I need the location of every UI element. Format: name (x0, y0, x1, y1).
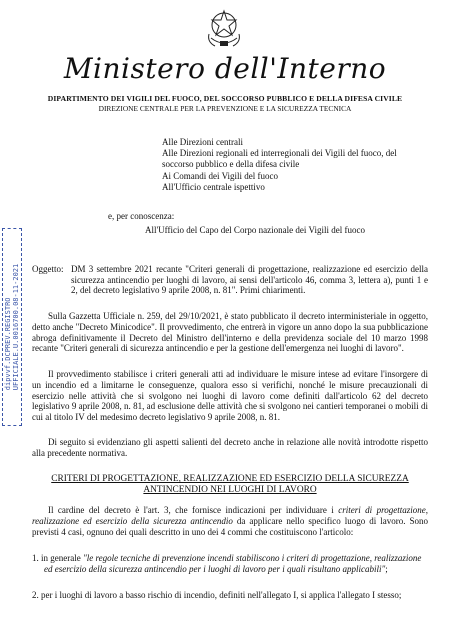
subject-label: Oggetto: (32, 264, 64, 274)
intro-italic-text: criteri di progettazione, realizzazione ed esercizio della sicurezza antincendio (32, 505, 428, 526)
body-paragraph: Sulla Gazzetta Ufficiale n. 259, del 29/10/2021, è stato pubblicato il decreto interministeriale in oggetto, detto anche "Decreto Minicodice". Il provvedimento, che entrerà in vigore un anno dopo la sua pubblicazione abroga definitivamente il Decreto del Ministro dell'interno e della previdenza sociale del 10 marzo 1998 recante "Criteri generali di sicurezza antincendio e per la gestione dell'emergenza nei luoghi di lavoro". (32, 311, 428, 354)
addressee-line: Ai Comandi dei Vigili del fuoco (162, 171, 279, 181)
list-text: per i luoghi di lavoro a basso rischio di incendio, definiti nell'allegato I, si applica l'allegato I stesso; (41, 590, 402, 600)
protocol-stamp-line: dipvvf.DCPREV.REGISTRO (4, 297, 12, 391)
subject-text: DM 3 settembre 2021 recante "Criteri generali di progettazione, realizzazione ed esercizio della sicurezza antincendio per luoghi di lavoro, ai sensi dell'articolo 46, comma 3, lettera a), punti 1 e 2, del decreto legislativo 9 aprile 2008, n. 81". Primi chiarimenti. (71, 264, 428, 296)
list-number: 1. (32, 553, 39, 563)
cc-label: e, per conoscenza: (108, 211, 175, 221)
list-item (32, 590, 428, 601)
department-name: DIPARTIMENTO DEI VIGILI DEL FUOCO, DEL SOCCORSO PUBBLICO E DELLA DIFESA CIVILE (47, 94, 403, 103)
republic-emblem-icon (205, 8, 243, 50)
list-text: ; (385, 563, 388, 574)
list-italic-text: "le regole tecniche di prevenzione incendi stabiliscono i criteri di progettazione, realizzazione ed esercizio della sicurezza antincendio per i luoghi di lavoro per i quali risultano applicabili" (44, 553, 422, 574)
intro-text: Il cardine del decreto è l'art. 3, che fornisce indicazioni per individuare i (48, 505, 339, 515)
protocol-stamp (2, 228, 22, 426)
addressee-line: Alle Direzioni centrali (162, 137, 243, 147)
intro-text: da applicare nello specifico luogo di lavoro. Sono previsti 4 casi, ognuno dei quali descritto in uno dei 4 commi che costituiscono l'articolo: (32, 515, 428, 537)
body-paragraph: Di seguito si evidenziano gli aspetti salienti del decreto anche in relazione alle novità introdotte rispetto alla precedente normativa. (32, 437, 428, 458)
list-item (32, 553, 428, 575)
body-paragraph: Il provvedimento stabilisce i criteri generali atti ad individuare le misure intese ad evitare l'insorgere di un incendio ed a limitarne le conseguenze, qualora esso si verifichi, nonché le misure precauzionali di esercizio nelle attività che si svolgono nei luoghi di lavoro come definiti dall'articolo 62 del decreto legislativo 9 aprile 2008, n. 81, ad esclusione delle attività che si svolgono nei cantieri temporanei o mobili di cui al titolo IV del medesimo decreto legislativo 9 aprile 2008, n. 81. (32, 369, 428, 423)
section-title: CRITERI DI PROGETTAZIONE, REALIZZAZIONE ED ESERCIZIO DELLA SICUREZZA ANTINCENDIO NEI LUOGHI DI LAVORO (51, 474, 409, 495)
list-number: 2. (32, 590, 39, 600)
list-text: in generale (41, 553, 83, 563)
section-intro-paragraph (32, 505, 428, 537)
addressee-line: All'Ufficio centrale ispettivo (162, 182, 265, 192)
directorate-name: DIREZIONE CENTRALE PER LA PREVENZIONE E LA SICUREZZA TECNICA (98, 104, 352, 113)
addressee-line: Alle Direzioni regionali ed interregionali dei Vigili del fuoco, del soccorso pubblico e della difesa civile (162, 148, 397, 169)
protocol-stamp-line: UFFICIALE.U.0016700.08-11-2021 (12, 263, 20, 391)
ministry-title: Ministero dell'Interno (63, 52, 387, 85)
cc-addressee: All'Ufficio del Capo del Corpo nazionale dei Vigili del fuoco (145, 225, 365, 235)
